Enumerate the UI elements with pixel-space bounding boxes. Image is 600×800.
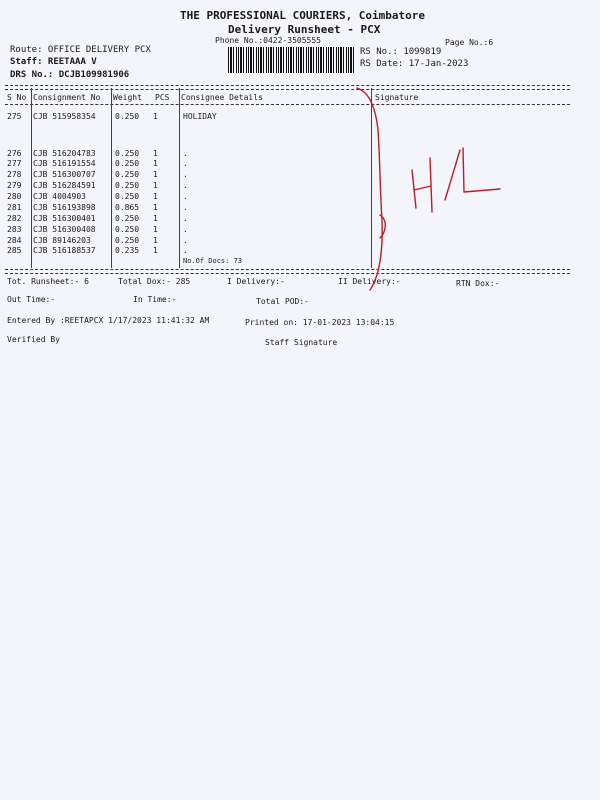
slash-mark <box>445 150 460 200</box>
cell-weight: 0.250 <box>115 159 140 168</box>
page-number: Page No.:6 <box>445 38 494 47</box>
cell-pcs: 1 <box>153 112 158 121</box>
cell-pcs: 1 <box>153 149 158 158</box>
cell-weight: 0.250 <box>115 236 140 245</box>
drs-number: DRS No.: DCJB109981906 <box>10 70 130 80</box>
company-title: THE PROFESSIONAL COURIERS, Coimbatore <box>180 9 426 22</box>
staff-signature: Staff Signature <box>265 338 338 347</box>
cell-weight: 0.235 <box>115 246 140 255</box>
cell-sno: 277 <box>7 159 22 168</box>
entered-by: Entered By :REETAPCX 1/17/2023 11:41:32 AM <box>7 316 210 325</box>
cell-details: . <box>183 225 188 234</box>
cell-consignment: CJB 516188537 <box>33 246 96 255</box>
cell-consignment: CJB 516204783 <box>33 149 96 158</box>
cell-details: . <box>183 203 188 212</box>
letter-l-mark <box>463 148 500 192</box>
cell-sno: 278 <box>7 170 22 179</box>
cell-pcs: 1 <box>153 203 158 212</box>
printed-on: Printed on: 17-01-2023 13:04:15 <box>245 318 395 327</box>
cell-details: . <box>183 170 188 179</box>
route-label: Route: OFFICE DELIVERY PCX <box>10 45 151 55</box>
cell-consignment: CJB 516193898 <box>33 203 96 212</box>
cell-pcs: 1 <box>153 181 158 190</box>
in-time: In Time:- <box>133 295 177 304</box>
tot-runsheet: Tot. Runsheet:- 6 <box>7 277 89 286</box>
total-dox: Total Dox:- 285 <box>118 277 191 286</box>
letter-h-mark <box>430 158 432 212</box>
brace-mark <box>357 88 382 290</box>
cell-sno: 276 <box>7 149 22 158</box>
cell-consignment: CJB 516300408 <box>33 225 96 234</box>
cell-consignment: CJB 4004903 <box>33 192 86 201</box>
cell-sno: 279 <box>7 181 22 190</box>
cell-sno: 283 <box>7 225 22 234</box>
cell-consignment: CJB 516300707 <box>33 170 96 179</box>
cell-sno: 281 <box>7 203 22 212</box>
rs-number: RS No.: 1099819 <box>360 47 442 57</box>
cell-consignment: CJB 516300401 <box>33 214 96 223</box>
cell-sno: 280 <box>7 192 22 201</box>
out-time: Out Time:- <box>7 295 56 304</box>
cell-pcs: 1 <box>153 192 158 201</box>
column-header-pcs: PCS <box>155 93 170 102</box>
cell-pcs: 1 <box>153 214 158 223</box>
cell-sno: 282 <box>7 214 22 223</box>
cell-details: . <box>183 236 188 245</box>
cell-weight: 0.250 <box>115 112 140 121</box>
column-header-signature: Signature <box>375 93 419 102</box>
column-header-consignment: Consignment No <box>33 93 101 102</box>
column-header-details: Consignee Details <box>181 93 263 102</box>
phone-number: Phone No.:0422-3505555 <box>215 36 321 45</box>
cell-pcs: 1 <box>153 246 158 255</box>
column-header-sno: S No <box>7 93 27 102</box>
cell-sno: 284 <box>7 236 22 245</box>
verified-by: Verified By <box>7 335 60 344</box>
cell-details: . <box>183 149 188 158</box>
i-delivery: I Delivery:- <box>227 277 285 286</box>
cell-weight: 0.865 <box>115 203 140 212</box>
cell-weight: 0.250 <box>115 214 140 223</box>
cell-weight: 0.250 <box>115 170 140 179</box>
cell-weight: 0.250 <box>115 192 140 201</box>
cell-weight: 0.250 <box>115 149 140 158</box>
cell-pcs: 1 <box>153 159 158 168</box>
no-of-docs: No.Of Docs: 73 <box>183 257 243 265</box>
ii-delivery: II Delivery:- <box>338 277 401 286</box>
staff-label: Staff: REETAAA V <box>10 57 97 67</box>
cell-details: . <box>183 192 188 201</box>
cell-consignment: CJB 89146203 <box>33 236 91 245</box>
column-header-weight: Weight <box>113 93 142 102</box>
cell-details: . <box>183 246 188 255</box>
cell-details: HOLIDAY <box>183 112 217 121</box>
cell-details: . <box>183 159 188 168</box>
cell-details: . <box>183 181 188 190</box>
cell-consignment: CJB 516284591 <box>33 181 96 190</box>
cell-weight: 0.250 <box>115 181 140 190</box>
cell-pcs: 1 <box>153 236 158 245</box>
letter-h-mark <box>414 186 431 190</box>
cell-sno: 275 <box>7 112 22 121</box>
cell-pcs: 1 <box>153 170 158 179</box>
rtn-dox: RTN Dox:- <box>456 279 500 288</box>
cell-pcs: 1 <box>153 225 158 234</box>
rs-date: RS Date: 17-Jan-2023 <box>360 59 469 69</box>
cell-consignment: CJB 515958354 <box>33 112 96 121</box>
cell-weight: 0.250 <box>115 225 140 234</box>
total-pod: Total POD:- <box>256 297 309 306</box>
cell-consignment: CJB 516191554 <box>33 159 96 168</box>
cell-details: . <box>183 214 188 223</box>
cell-sno: 285 <box>7 246 22 255</box>
document-title: Delivery Runsheet - PCX <box>228 23 381 36</box>
